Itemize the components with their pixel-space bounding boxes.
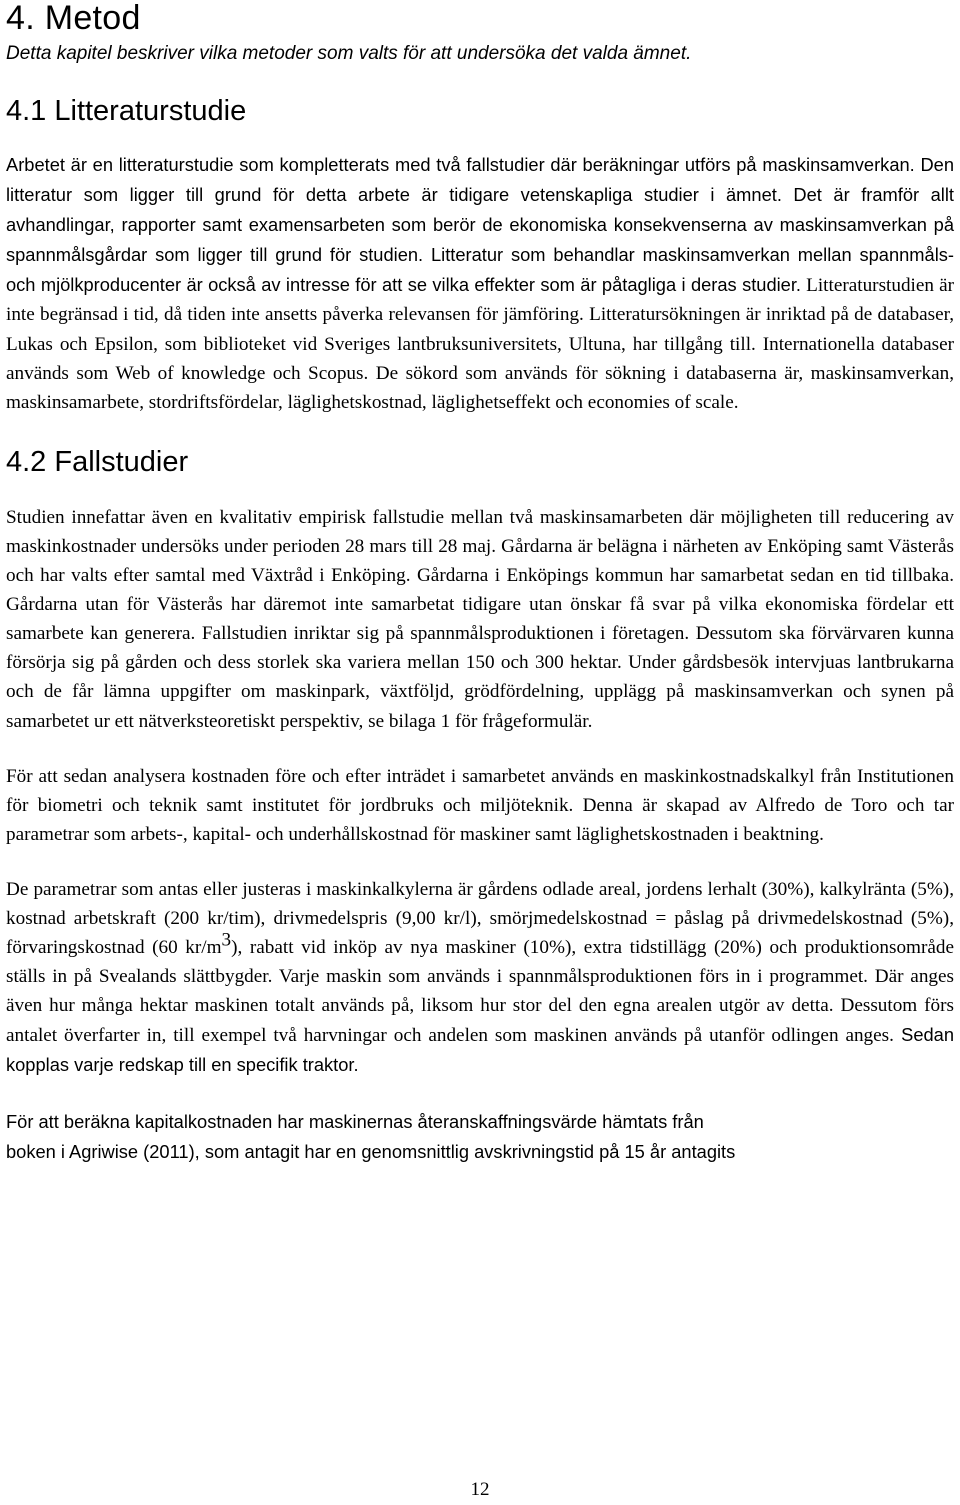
paragraph-litteraturstudie-part1: Arbetet är en litteraturstudie som kompletterats med två fallstudier där beräkningar utförs på maskinsamverkan. Den litteratur som ligger till grund för detta arbete är tidigare vetenskapliga studier i ämnet. Det är framför allt avhandlingar, rapporter samt examensarbeten som berör de ekonomiska konsekvenserna av maskinsamverkan på spannmålsgårdar som ligger till grund för studien. Litteratur som behandlar maskinsamverkan mellan spannmåls- och mjölkproducenter är också av intresse för att se vilka effekter som är påtagliga i deras studier. [6, 154, 954, 296]
paragraph-fallstudier-4-line2: boken i Agriwise (2011), som antagit har en genomsnittlig avskrivningstid på 15 år antagits [6, 1140, 736, 1162]
paragraph-fallstudier-3-part1: De parametrar som antas eller justeras i maskinkalkylerna är gårdens odlade areal, jordens lerhalt (30%), kalkylränta (5%), kostnad arbetskraft (200 kr/tim), drivmedelspris (9,00 kr/l), smörjmedelskostnad = påslag på drivmedelskostnad (5%), förvaringskostnad (60 kr/m [6, 878, 954, 959]
superscript-cubic: 3 [221, 929, 232, 951]
paragraph-fallstudier-2: För att sedan analysera kostnaden före och efter inträdet i samarbetet används en maskinkostnadskalkyl från Institutionen för biometri och teknik samt institutet för jordbruks och miljöteknik. Denna är skapad av Alfredo de Toro och tar parametrar som arbets-, kapital- och underhållskostnad för maskiner samt läglighetskostnaden i beaktning. [6, 765, 954, 845]
paragraph-litteraturstudie-part2: Litteraturstudien är inte begränsad i tid, då tiden inte ansetts påverka relevansen för jämföring. Litteratursökningen är inriktad på de databaser, Lukas och Epsilon, som biblioteket vid Sveriges lantbruksuniversitets, Ultuna, har tillgång till. Internationella databaser används som Web of knowledge och Scopus. De sökord som används för sökning i databaserna är, maskinsamverkan, maskinsamarbete, stordriftsfördelar, läglighetskostnad, läglighetseffekt och economies of scale. [6, 275, 954, 413]
section-heading-litteraturstudie: 4.1 Litteraturstudie [6, 95, 247, 127]
paragraph-fallstudier-4 [6, 1107, 954, 1167]
document-page [6, 0, 954, 1167]
section-heading-fallstudier: 4.2 Fallstudier [6, 445, 189, 478]
page-number: 12 [470, 1479, 490, 1500]
paragraph-fallstudier-3-part2: ), rabatt vid inköp av nya maskiner (10%), extra tidstillägg (20%) och produktionsområde ställs in på Svealands slättbygder. Varje maskin som används i spannmålsproduktionen förs in i programmet. Där anges även hur många hektar maskinen totalt används på, liksom hur stor del den egna arealen utgör av detta. Dessutom förs antalet överfarter in, till exempel två harvningar och andelen som maskinen används på utanför odlingen anges. [6, 937, 954, 1047]
chapter-intro: Detta kapitel beskriver vilka metoder som valts för att undersöka det valda ämnet. [6, 43, 692, 64]
paragraph-litteraturstudie [6, 150, 954, 417]
paragraph-fallstudier-3 [6, 875, 954, 1081]
paragraph-fallstudier-1: Studien innefattar även en kvalitativ empirisk fallstudie mellan två maskinsamarbeten där möjligheten till reducering av maskinkostnader undersöks under perioden 28 mars till 28 maj. Gårdarna är belägna i närheten av Enköping samt Västerås och har valts efter samtal med Växtråd i Enköping. Gårdarna i Enköpings kommun har samarbetat sedan en tid tillbaka. Gårdarna utan för Västerås har däremot inte samarbetat tidigare utan önskar få svar på vilka ekonomiska fördelar ett samarbete kan generera. Fallstudien inriktar sig på spannmålsproduktionen i företagen. Dessutom ska förvärvaren kunna försörja sig på gården och dess storlek ska variera mellan 150 och 300 hektar. Under gårdsbesök intervjuas lantbrukarna och de får lämna uppgifter om maskinpark, växtföljd, grödfördelning, upplägg på maskinsamverkan och synen på samarbetet ur ett nätverksteoretiskt perspektiv, se bilaga 1 för frågeformulär. [6, 506, 954, 732]
paragraph-fallstudier-4-line1: För att beräkna kapitalkostnaden har maskinernas återanskaffningsvärde hämtats från [6, 1110, 704, 1132]
chapter-title: 4. Metod [6, 0, 141, 37]
paragraph-fallstudier-3-part3: Sedan kopplas varje redskap till en specifik traktor. [6, 1024, 954, 1076]
